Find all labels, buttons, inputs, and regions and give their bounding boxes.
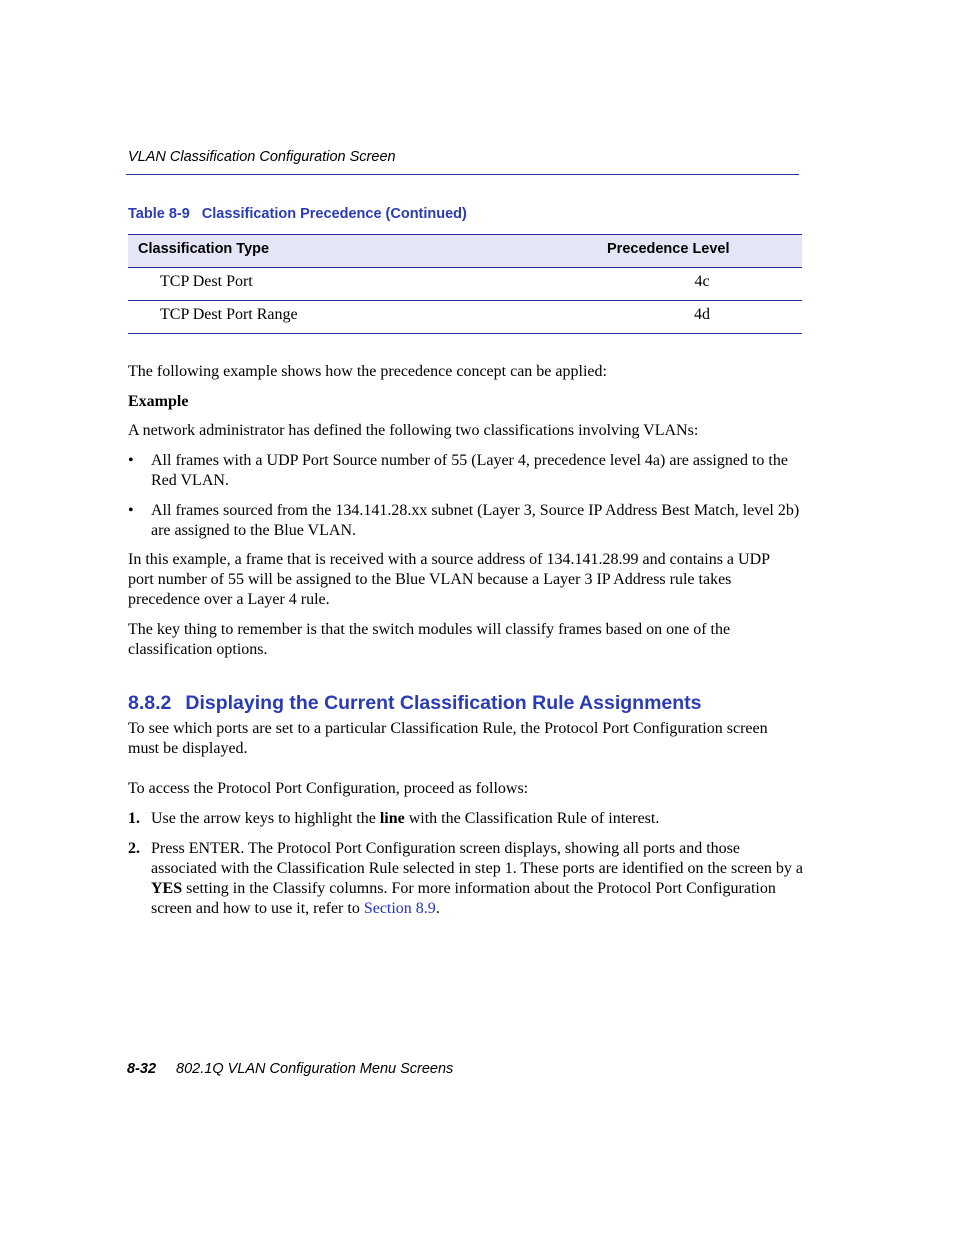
cell-classification-type: TCP Dest Port [160, 273, 253, 290]
admin-paragraph: A network administrator has defined the following two classifications involving VLANs: [128, 422, 699, 439]
section-8-9-link[interactable]: Section 8.9 [363, 900, 436, 917]
step-text-part: . [435, 900, 440, 917]
bullet-text: All frames sourced from the 134.141.28.xx subnet (Layer 3, Source IP Address Best Match, level 2b) are assigned to the Blue VLAN. [151, 502, 800, 539]
bullet-mark: • [128, 502, 134, 519]
step-emphasis: line [379, 810, 405, 827]
section-paragraph: To see which ports are set to a particular Classification Rule, the Protocol Port Configuration screen must be displayed. [128, 720, 768, 757]
column-header-precedence-level: Precedence Level [607, 241, 730, 257]
column-header-classification-type: Classification Type [138, 241, 270, 257]
bullet-mark: • [128, 452, 134, 469]
header-rule [126, 174, 799, 175]
table-row [128, 301, 802, 334]
step-text [151, 839, 803, 919]
section-title: Displaying the Current Classification Rule Assignments [185, 692, 702, 714]
key-thing-paragraph: The key thing to remember is that the switch modules will classify frames based on one of the classification options. [128, 621, 731, 658]
page-footer [127, 1061, 453, 1077]
table-caption-title: Classification Precedence (Continued) [201, 206, 467, 222]
table-header-row [128, 234, 802, 268]
step-text-part: with the Classification Rule of interest. [404, 810, 660, 827]
step-text-part: Use the arrow keys to highlight the [151, 810, 380, 827]
table-caption-label: Table 8-9 [128, 206, 190, 222]
footer-title: 802.1Q VLAN Configuration Menu Screens [176, 1061, 454, 1077]
bullet-text: All frames with a UDP Port Source number of 55 (Layer 4, precedence level 4a) are assigned to the Red VLAN. [151, 452, 788, 489]
precedence-table [128, 234, 802, 334]
step-text [151, 809, 803, 829]
table-caption [128, 206, 467, 222]
step-text-part: setting in the Classify columns. For more information about the Protocol Port Configuration screen and how to use it, refer to [151, 880, 776, 917]
intro-paragraph: The following example shows how the precedence concept can be applied: [128, 363, 607, 380]
cell-precedence-level: 4c [694, 273, 710, 290]
table-row [128, 268, 802, 301]
section-number: 8.8.2 [128, 692, 172, 714]
section-heading [128, 692, 702, 715]
page-number: 8-32 [127, 1061, 157, 1077]
step-emphasis: YES [151, 880, 183, 897]
step-number: 2. [128, 840, 140, 857]
step-number: 1. [128, 810, 140, 827]
example-explanation-paragraph: In this example, a frame that is received with a source address of 134.141.28.99 and contains a UDP port number of 55 will be assigned to the Blue VLAN because a Layer 3 IP Address rule takes precedence over a Layer 4 rule. [128, 551, 770, 608]
running-head: VLAN Classification Configuration Screen [128, 149, 396, 165]
cell-precedence-level: 4d [694, 306, 710, 323]
example-heading: Example [128, 393, 189, 410]
cell-classification-type: TCP Dest Port Range [160, 306, 298, 323]
access-paragraph: To access the Protocol Port Configuration, proceed as follows: [128, 780, 529, 797]
step-text-part: Press ENTER. The Protocol Port Configuration screen displays, showing all ports and those associated with the Classification Rule selected in step 1. These ports are identified on the screen by a [151, 840, 803, 877]
